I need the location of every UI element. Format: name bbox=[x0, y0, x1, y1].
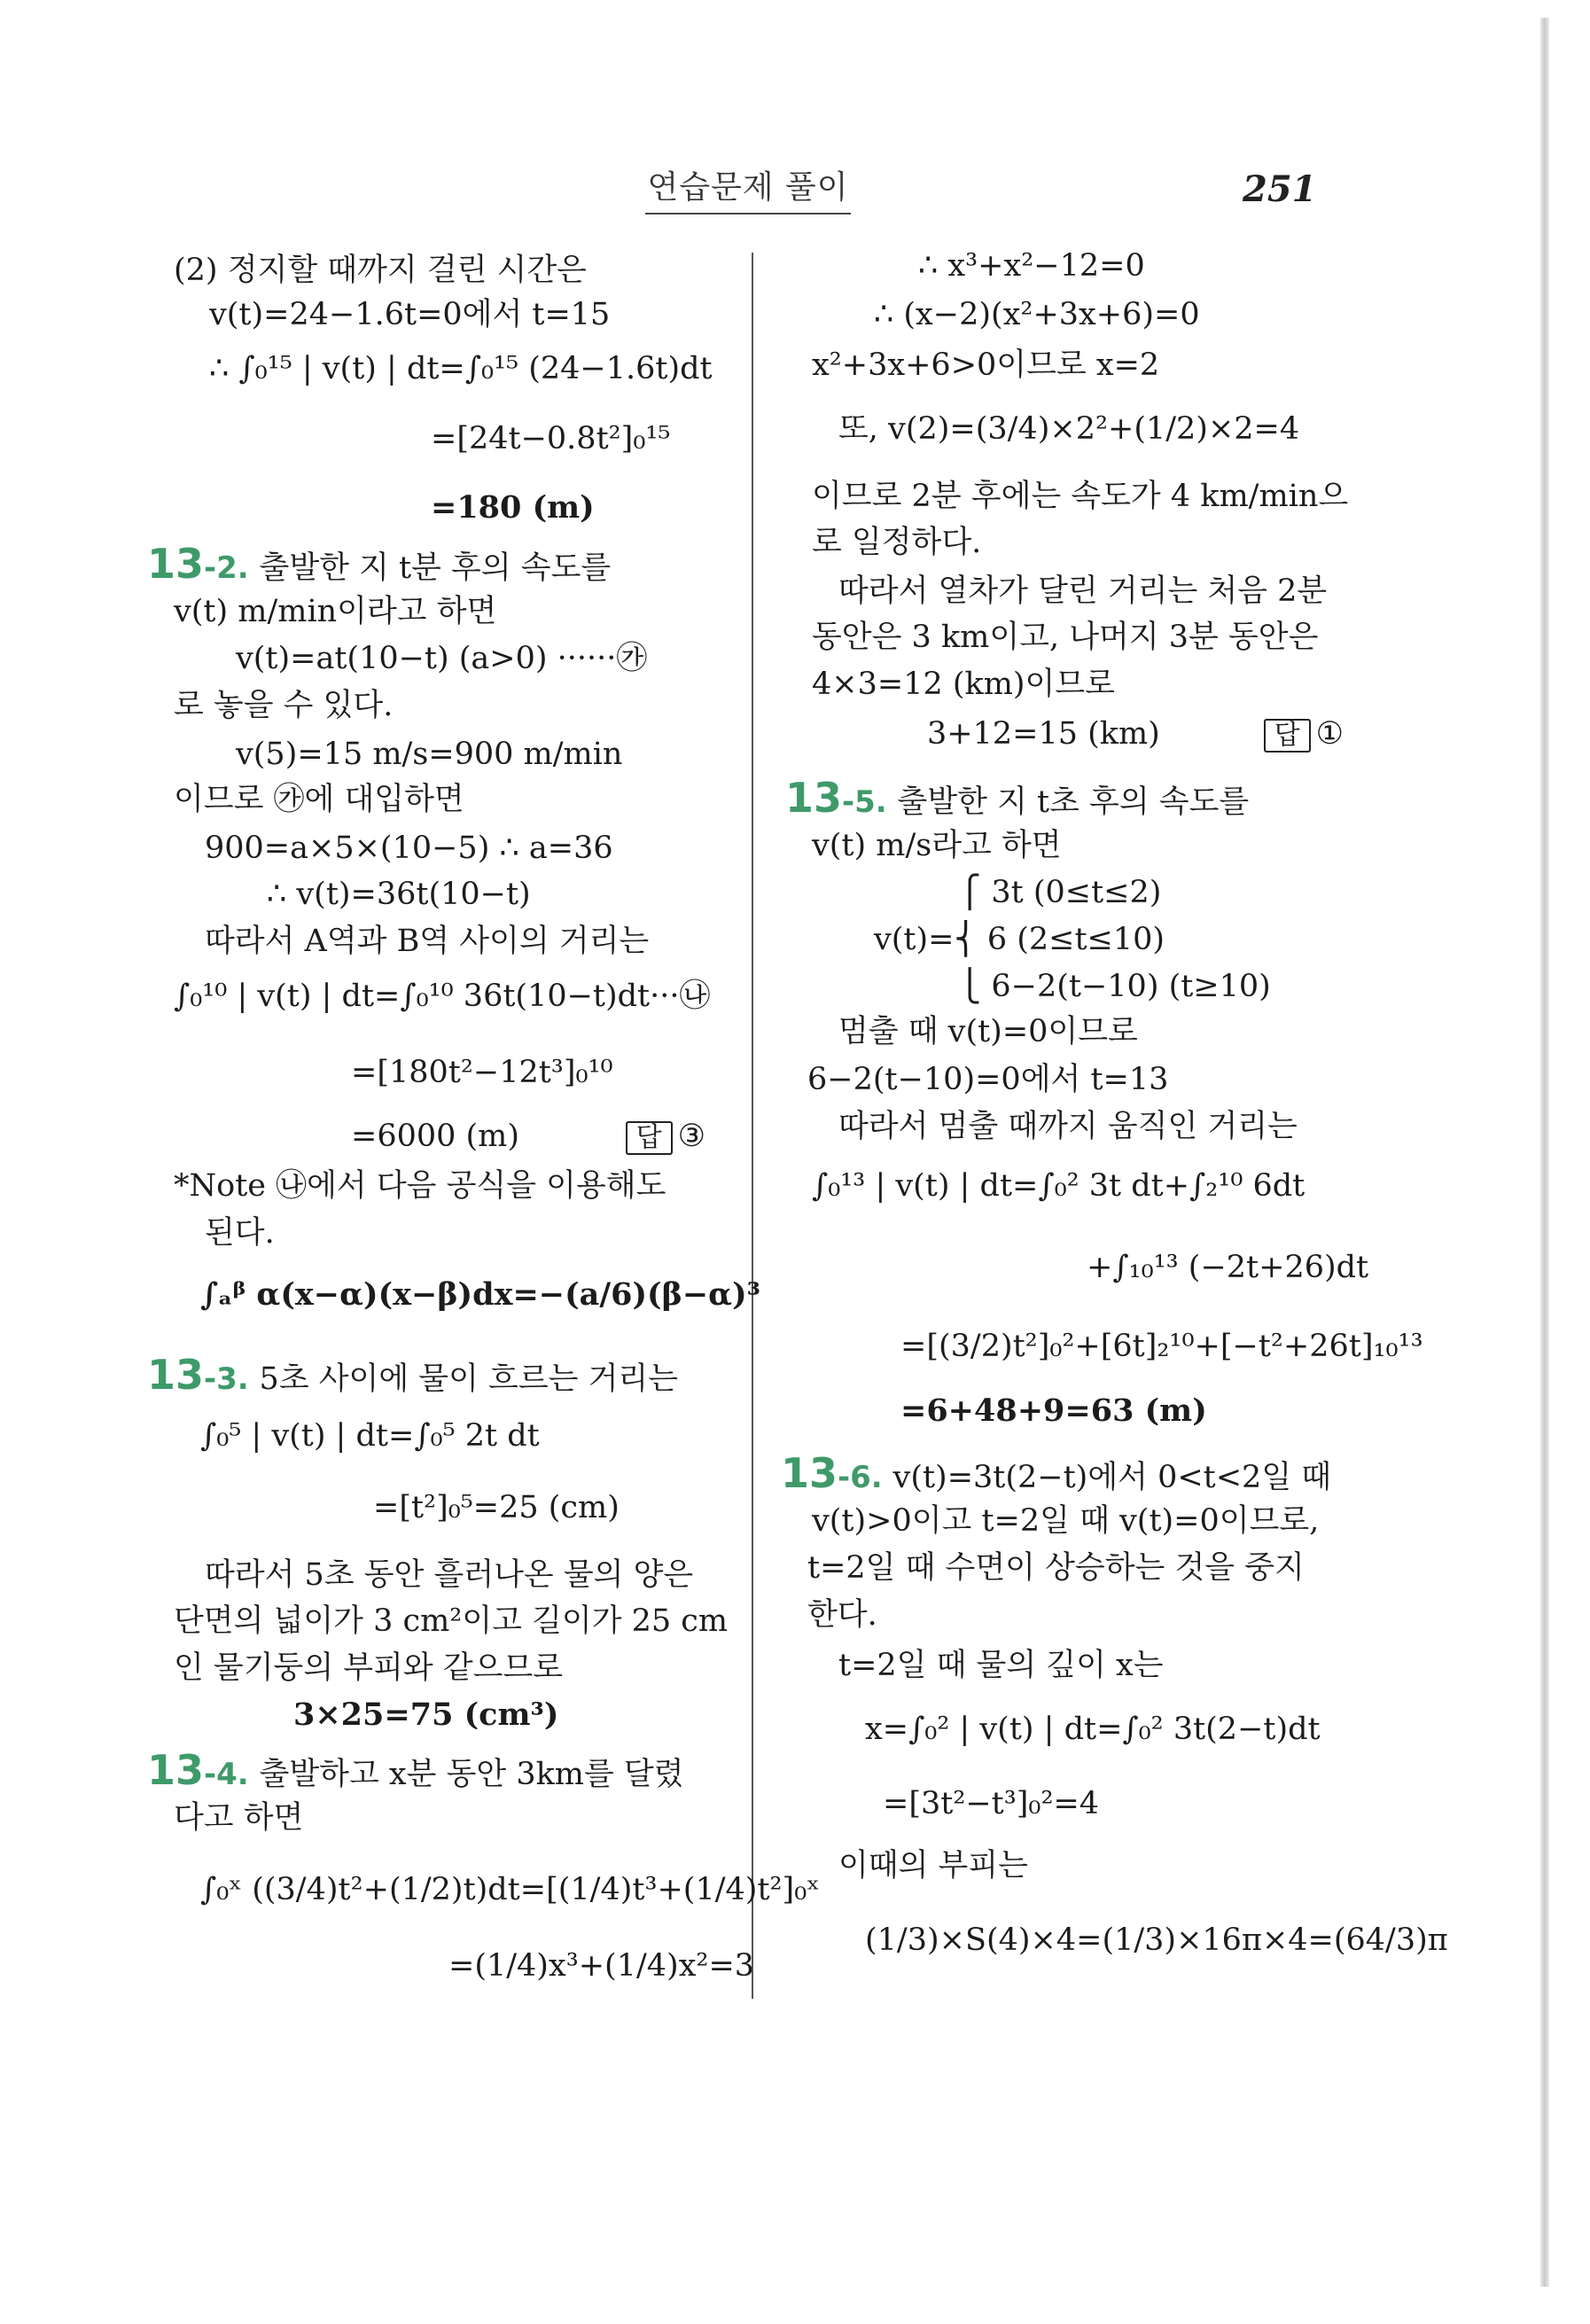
right-line: 따라서 멈출 때까지 움직인 거리는 bbox=[838, 1109, 1298, 1144]
left-line: 이므로 ㉮에 대입하면 bbox=[174, 782, 464, 817]
left-line: v(t) m/min이라고 하면 bbox=[174, 594, 497, 629]
right-line: 4×3=12 (km)이므로 bbox=[812, 667, 1115, 702]
left-line: =6000 (m) 답 ③ bbox=[351, 1119, 705, 1154]
answer-box: 답 bbox=[1264, 719, 1311, 753]
answer-value: ③ bbox=[677, 1119, 705, 1154]
right-line: ∴ x³+x²−12=0 bbox=[918, 248, 1145, 284]
right-line: =6+48+9=63 (m) bbox=[900, 1392, 1207, 1429]
left-line: v(t)=at(10−t) (a>0) ······㉮ bbox=[236, 641, 648, 676]
left-line: 따라서 5초 동안 흘러나온 물의 양은 bbox=[205, 1557, 694, 1593]
right-line: (1/3)×S(4)×4=(1/3)×16π×4=(64/3)π bbox=[865, 1922, 1448, 1958]
answer-marker bbox=[626, 1117, 705, 1156]
page-number: 251 bbox=[1243, 168, 1317, 210]
right-line: ∫₀¹³ | v(t) | dt=∫₀² 3t dt+∫₂¹⁰ 6dt bbox=[812, 1168, 1306, 1204]
piecewise-line: v(t)=⎨ 6 (2≤t≤10) bbox=[874, 922, 1165, 957]
right-line: 3+12=15 (km) 답 ① bbox=[927, 716, 1344, 752]
right-line: x²+3x+6>0이므로 x=2 bbox=[812, 347, 1160, 383]
right-line: 6−2(t−10)=0에서 t=13 bbox=[807, 1062, 1169, 1097]
note-line: *Note ㉯에서 다음 공식을 이용해도 bbox=[174, 1168, 666, 1204]
piecewise-line: ⎧ 3t (0≤t≤2) bbox=[958, 875, 1162, 910]
right-line: =[(3/2)t²]₀²+[6t]₂¹⁰+[−t²+26t]₁₀¹³ bbox=[900, 1329, 1423, 1364]
problem-13-2-line: 13-2. 출발한 지 t분 후의 속도를 bbox=[147, 540, 612, 588]
left-line: 따라서 A역과 B역 사이의 거리는 bbox=[205, 924, 650, 959]
left-line: 단면의 넓이가 3 cm²이고 길이가 25 cm bbox=[174, 1603, 729, 1639]
left-line: ∴ v(t)=36t(10−t) bbox=[267, 877, 531, 912]
problem-number-13-6: 13-6. bbox=[781, 1449, 893, 1497]
left-line: 로 놓을 수 있다. bbox=[174, 688, 394, 723]
piecewise-line: ⎩ 6−2(t−10) (t≥10) bbox=[958, 969, 1271, 1004]
right-line: 멈출 때 v(t)=0이므로 bbox=[838, 1014, 1138, 1049]
right-line: t=2일 때 수면이 상승하는 것을 중지 bbox=[807, 1550, 1305, 1586]
problem-13-5-line: 13-5. 출발한 지 t초 후의 속도를 bbox=[785, 774, 1250, 822]
problem-13-4-line: 13-4. 출발하고 x분 동안 3km를 달렸 bbox=[147, 1746, 684, 1794]
problem-number-13-2: 13-2. bbox=[147, 540, 260, 588]
problem-number-13-4: 13-4. bbox=[147, 1746, 260, 1794]
left-line: 3×25=75 (cm³) bbox=[293, 1696, 559, 1733]
right-line: ∴ (x−2)(x²+3x+6)=0 bbox=[874, 297, 1200, 332]
right-line: 한다. bbox=[807, 1597, 877, 1633]
right-line: 동안은 3 km이고, 나머지 3분 동안은 bbox=[812, 620, 1319, 655]
right-line: v(t) m/s라고 하면 bbox=[812, 828, 1062, 863]
problem-number-13-3: 13-3. bbox=[147, 1351, 260, 1399]
right-line: x=∫₀² | v(t) | dt=∫₀² 3t(2−t)dt bbox=[865, 1712, 1321, 1747]
right-line: v(t)>0이고 t=2일 때 v(t)=0이므로, bbox=[812, 1503, 1320, 1539]
right-line: =[3t²−t³]₀²=4 bbox=[883, 1786, 1100, 1821]
left-line: ∴ ∫₀¹⁵ | v(t) | dt=∫₀¹⁵ (24−1.6t)dt bbox=[209, 351, 713, 386]
left-line: =[24t−0.8t²]₀¹⁵ bbox=[431, 421, 671, 456]
left-line: ∫₀¹⁰ | v(t) | dt=∫₀¹⁰ 36t(10−t)dt···㉯ bbox=[174, 979, 711, 1014]
problem-13-3-line: 13-3. 5초 사이에 물이 흐르는 거리는 bbox=[147, 1351, 679, 1399]
left-line: 된다. bbox=[205, 1215, 275, 1251]
right-line: 이므로 2분 후에는 속도가 4 km/min으 bbox=[812, 479, 1349, 514]
left-line: =[180t²−12t³]₀¹⁰ bbox=[351, 1055, 613, 1090]
left-line: v(t)=24−1.6t=0에서 t=15 bbox=[209, 297, 611, 332]
left-line: =(1/4)x³+(1/4)x²=3 bbox=[448, 1948, 755, 1984]
answer-marker bbox=[1264, 714, 1344, 753]
left-line: ∫₀⁵ | v(t) | dt=∫₀⁵ 2t dt bbox=[200, 1418, 540, 1454]
left-line: ∫₀ˣ ((3/4)t²+(1/2)t)dt=[(1/4)t³+(1/4)t²]₀ˣ bbox=[200, 1872, 821, 1907]
answer-value: ① bbox=[1315, 716, 1344, 752]
column-divider bbox=[752, 253, 753, 1999]
left-line: 900=a×5×(10−5) ∴ a=36 bbox=[205, 831, 613, 866]
scan-page-edge bbox=[1540, 18, 1549, 2287]
right-line: 또, v(2)=(3/4)×2²+(1/2)×2=4 bbox=[838, 411, 1300, 447]
running-header-title: 연습문제 풀이 bbox=[645, 168, 851, 214]
problem-13-6-line: 13-6. v(t)=3t(2−t)에서 0<t<2일 때 bbox=[781, 1449, 1332, 1497]
right-line: t=2일 때 물의 깊이 x는 bbox=[838, 1648, 1164, 1683]
left-line: =[t²]₀⁵=25 (cm) bbox=[373, 1490, 620, 1525]
formula-line: ∫ₐᵝ α(x−α)(x−β)dx=−(a/6)(β−α)³ bbox=[200, 1276, 760, 1313]
right-line: 따라서 열차가 달린 거리는 처음 2분 bbox=[838, 573, 1328, 609]
problem-number-13-5: 13-5. bbox=[785, 774, 898, 822]
left-line: (2) 정지할 때까지 걸린 시간은 bbox=[174, 253, 587, 288]
answer-box: 답 bbox=[626, 1121, 673, 1155]
left-line: v(5)=15 m/s=900 m/min bbox=[236, 737, 623, 772]
left-line: 인 물기둥의 부피와 같으므로 bbox=[174, 1650, 564, 1686]
right-line: 이때의 부피는 bbox=[838, 1848, 1028, 1883]
right-line: +∫₁₀¹³ (−2t+26)dt bbox=[1087, 1250, 1369, 1285]
left-line: 다고 하면 bbox=[174, 1800, 304, 1836]
left-line: =180 (m) bbox=[431, 489, 595, 526]
right-line: 로 일정하다. bbox=[812, 525, 982, 560]
